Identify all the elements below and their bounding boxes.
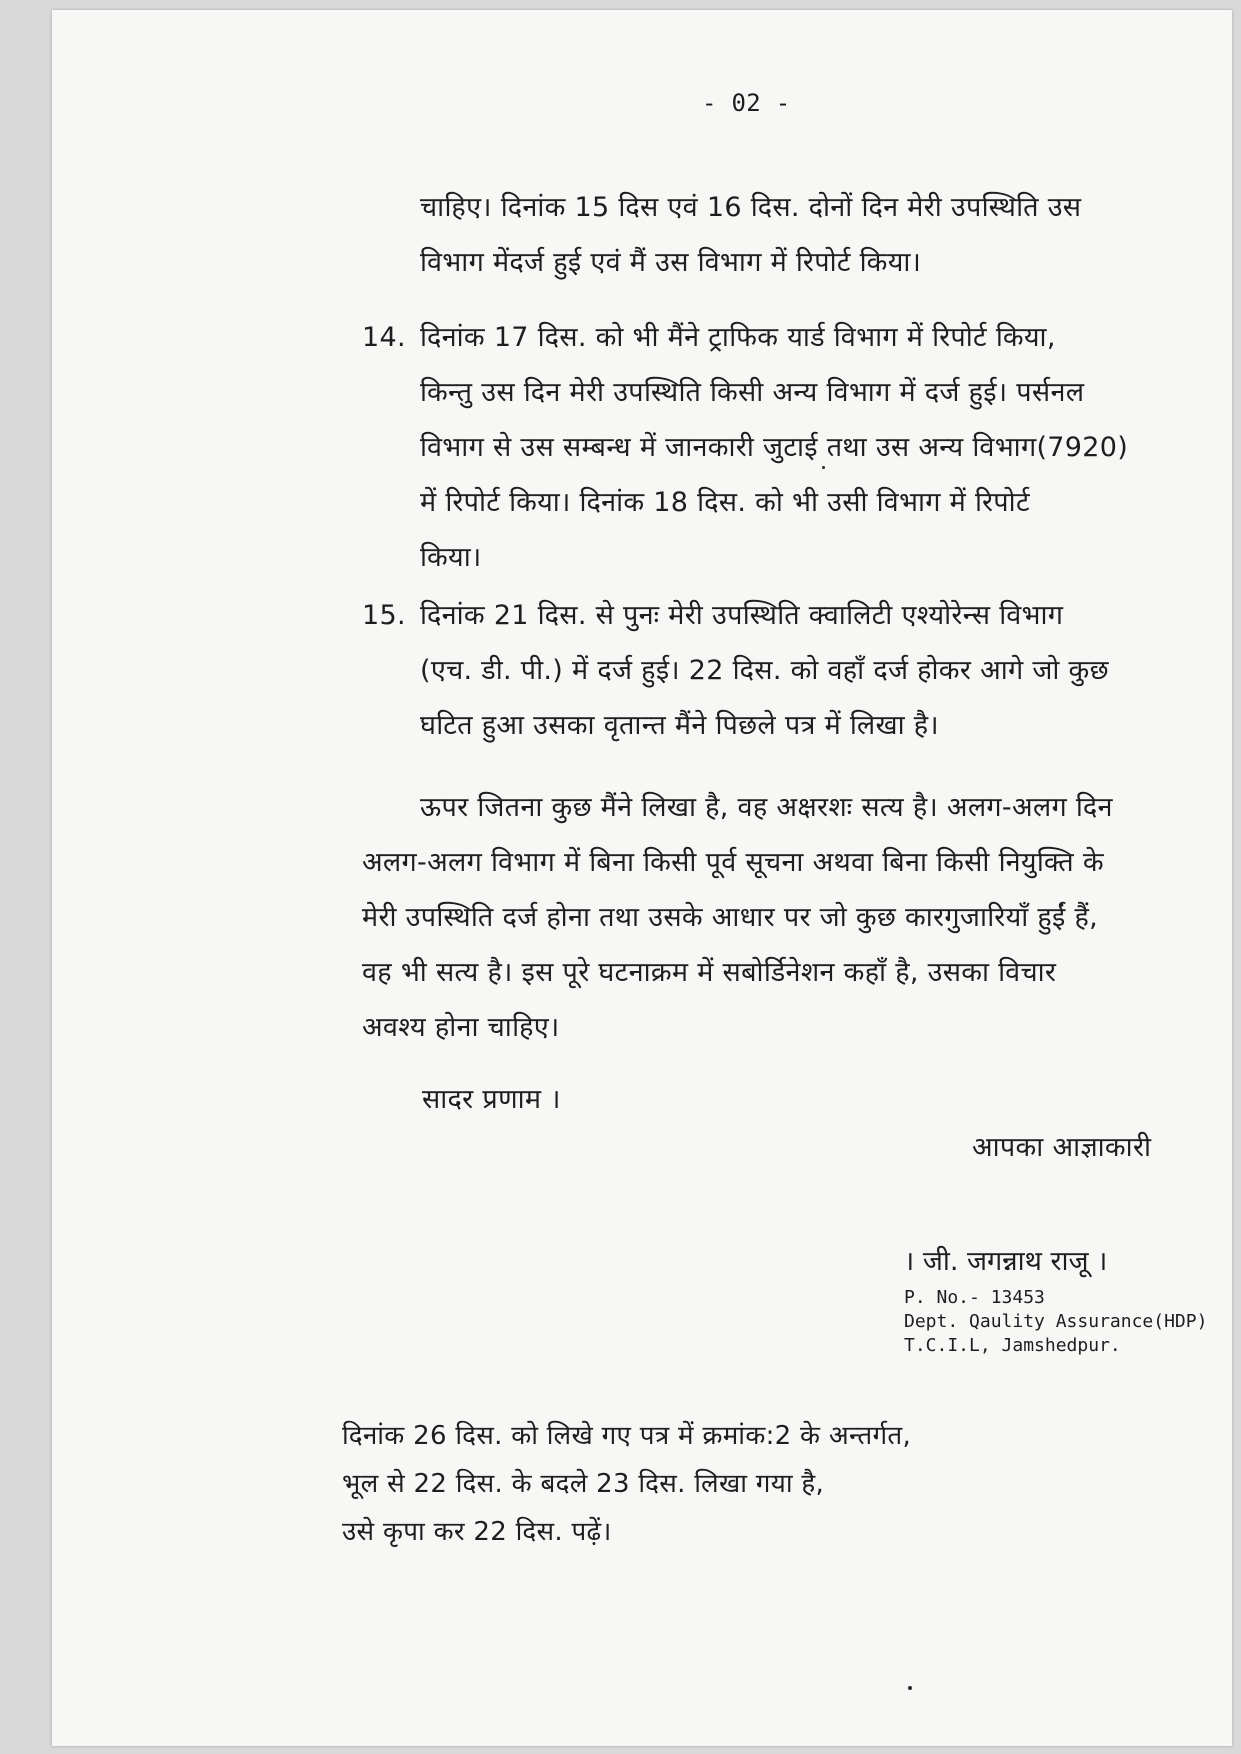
paragraph-line <box>362 588 1109 643</box>
letter-page <box>52 10 1232 1746</box>
paragraph-line <box>362 310 1128 365</box>
paragraph-line-text: दिनांक 21 दिस. से पुनः मेरी उपस्थिति क्वालिटी एश्योरेन्स विभाग <box>420 600 1064 631</box>
company: T.C.I.L, Jamshedpur. <box>904 1335 1121 1356</box>
postscript-line: भूल से 22 दिस. के बदले 23 दिस. लिखा गया है, <box>342 1469 825 1499</box>
paper-speck <box>822 466 825 469</box>
paragraph-line: मेरी उपस्थिति दर्ज होना तथा उसके आधार पर जो कुछ कारगुजारियाँ हुईं हैं, <box>362 902 1099 933</box>
paragraph-line: किया। <box>420 542 482 573</box>
paragraph-line: विभाग से उस सम्बन्ध में जानकारी जुटाई तथा उस अन्य विभाग(7920) <box>420 432 1129 463</box>
paper-speck <box>908 1686 912 1690</box>
paragraph-line: विभाग मेंदर्ज हुई एवं मैं उस विभाग में रिपोर्ट किया। <box>420 247 922 278</box>
postscript <box>342 1412 911 1556</box>
postscript-line: दिनांक 26 दिस. को लिखे गए पत्र में क्रमांक:2 के अन्तर्गत, <box>342 1421 912 1451</box>
paragraph-line-text: दिनांक 17 दिस. को भी मैंने ट्राफिक यार्ड विभाग में रिपोर्ट किया, <box>420 322 1056 353</box>
signature-name: । जी. जगन्नाथ राजू । <box>904 1246 1108 1277</box>
paragraph-number: 14. <box>362 322 406 353</box>
paragraph-14 <box>362 310 1128 585</box>
department: Dept. Qaulity Assurance(HDP) <box>904 1311 1208 1332</box>
main-paragraph <box>362 780 1113 1055</box>
paragraph-line: अलग-अलग विभाग में बिना किसी पूर्व सूचना अथवा बिना किसी नियुक्ति के <box>362 847 1104 878</box>
paragraph-line: (एच. डी. पी.) में दर्ज हुई। 22 दिस. को वहाँ दर्ज होकर आगे जो कुछ <box>420 655 1109 686</box>
signature-block <box>904 1238 1207 1358</box>
page-number: - 02 - <box>702 89 791 117</box>
paragraph-line: अवश्य होना चाहिए। <box>362 1012 560 1043</box>
paragraph-line: किन्तु उस दिन मेरी उपस्थिति किसी अन्य विभाग में दर्ज हुई। पर्सनल <box>420 377 1085 408</box>
greeting: सादर प्रणाम । <box>422 1084 561 1115</box>
postscript-line: उसे कृपा कर 22 दिस. पढ़ें। <box>342 1517 612 1547</box>
paragraph-number: 15. <box>362 600 406 631</box>
paragraph-line: चाहिए। दिनांक 15 दिस एवं 16 दिस. दोनों दिन मेरी उपस्थिति उस <box>420 192 1082 223</box>
paragraph-line: वह भी सत्य है। इस पूरे घटनाक्रम में सबोर्डिनेशन कहाँ है, उसका विचार <box>362 957 1057 988</box>
paragraph-line: ऊपर जितना कुछ मैंने लिखा है, वह अक्षरशः सत्य है। अलग-अलग दिन <box>420 792 1113 823</box>
paragraph-15 <box>362 588 1109 753</box>
paragraph-line: में रिपोर्ट किया। दिनांक 18 दिस. को भी उसी विभाग में रिपोर्ट <box>420 487 1030 518</box>
paragraph-line: घटित हुआ उसका वृतान्त मैंने पिछले पत्र में लिखा है। <box>420 710 939 741</box>
continued-paragraph <box>420 180 1081 290</box>
closing: आपका आज्ञाकारी <box>972 1132 1152 1163</box>
personnel-number: P. No.- 13453 <box>904 1287 1045 1308</box>
